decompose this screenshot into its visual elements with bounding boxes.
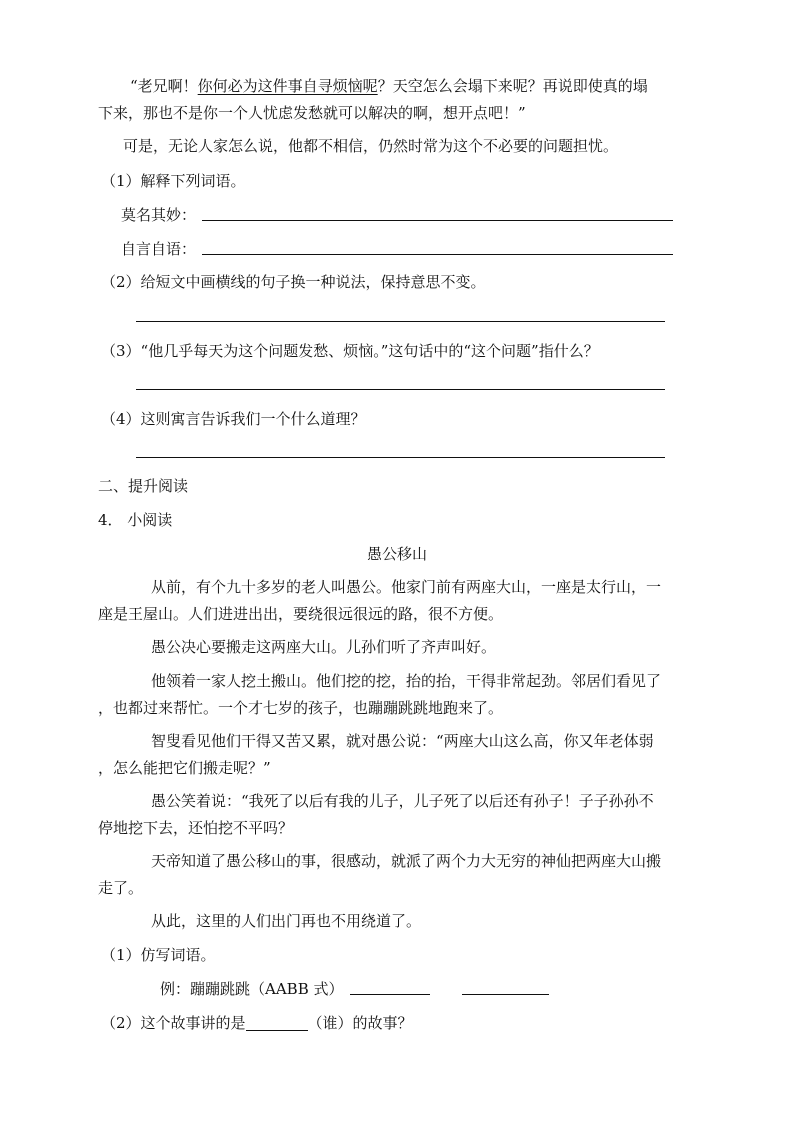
story-paragraph-3-line-2: ，也都过来帮忙。一个才七岁的孩子，也蹦蹦跳跳地跑来了。 [98, 699, 504, 717]
bottom-question-1: （1）仿写词语。 [101, 946, 216, 964]
bottom-question-2: （2）这个故事讲的是 （谁）的故事？ [101, 1014, 413, 1032]
question-4: （4）这则寓言告诉我们一个什么道理？ [101, 410, 366, 428]
question-1-word-1: 莫名其妙： [121, 206, 197, 224]
story-paragraph-5-line-2: 停地挖下去，还怕挖不平吗？ [98, 819, 294, 837]
answer-line-word-1[interactable] [202, 220, 673, 221]
answer-blank-who[interactable] [246, 1015, 308, 1031]
question-1: （1）解释下列词语。 [101, 172, 246, 190]
question-2: （2）给短文中画横线的句子换一种说法，保持意思不变。 [101, 273, 486, 291]
passage-paragraph-1-line-2: 下来，那也不是你一个人忧虑发愁就可以解决的啊，想开点吧！” [98, 104, 526, 122]
answer-line-word-2[interactable] [202, 254, 673, 255]
question-1-word-2: 自言自语： [121, 240, 197, 258]
story-paragraph-3-line-1: 他领着一家人挖土搬山。他们挖的挖，抬的抬，干得非常起劲。邻居们看见了 [151, 672, 662, 690]
passage-paragraph-1-line-1: “老兄啊！你何必为这件事自寻烦恼呢？天空怎么会塌下来呢？再说即使真的塌 [130, 77, 648, 95]
passage-paragraph-2: 可是，无论人家怎么说，他都不相信，仍然时常为这个不必要的问题担忧。 [123, 137, 619, 155]
story-paragraph-2: 愚公决心要搬走这两座大山。儿孙们听了齐声叫好。 [151, 638, 497, 656]
answer-line-question-4[interactable] [136, 457, 665, 458]
answer-line-question-3[interactable] [136, 389, 665, 390]
story-paragraph-4-line-2: ，怎么能把它们搬走呢？” [98, 759, 271, 777]
answer-line-question-2[interactable] [136, 321, 665, 322]
answer-blank-word-2[interactable] [462, 994, 549, 995]
story-title: 愚公移山 [367, 545, 428, 563]
question-3: （3）“他几乎每天为这个问题发愁、烦恼。”这句话中的“这个问题”指什么？ [101, 342, 599, 360]
story-paragraph-1-line-1: 从前，有个九十多岁的老人叫愚公。他家门前有两座大山，一座是太行山，一 [151, 578, 662, 596]
bottom-question-1-example: 例：蹦蹦跳跳（AABB 式） [160, 980, 344, 998]
story-paragraph-6-line-1: 天帝知道了愚公移山的事，很感动，就派了两个力大无穷的神仙把两座大山搬 [151, 852, 662, 870]
section-heading: 二、提升阅读 [98, 477, 189, 495]
story-paragraph-1-line-2: 座是王屋山。人们进进出出，要绕很远很远的路，很不方便。 [98, 605, 504, 623]
item-label: 4． 小阅读 [98, 511, 173, 529]
story-paragraph-6-line-2: 走了。 [98, 879, 144, 897]
story-paragraph-5-line-1: 愚公笑着说：“我死了以后有我的儿子，儿子死了以后还有孙子！子子孙孙不 [151, 792, 654, 810]
underlined-sentence: 你何必为这件事自寻烦恼呢 [197, 77, 378, 95]
story-paragraph-4-line-1: 智叟看见他们干得又苦又累，就对愚公说：“两座大山这么高，你又年老体弱 [151, 732, 654, 750]
answer-blank-word-1[interactable] [350, 994, 430, 995]
story-paragraph-7: 从此，这里的人们出门再也不用绕道了。 [151, 912, 422, 930]
